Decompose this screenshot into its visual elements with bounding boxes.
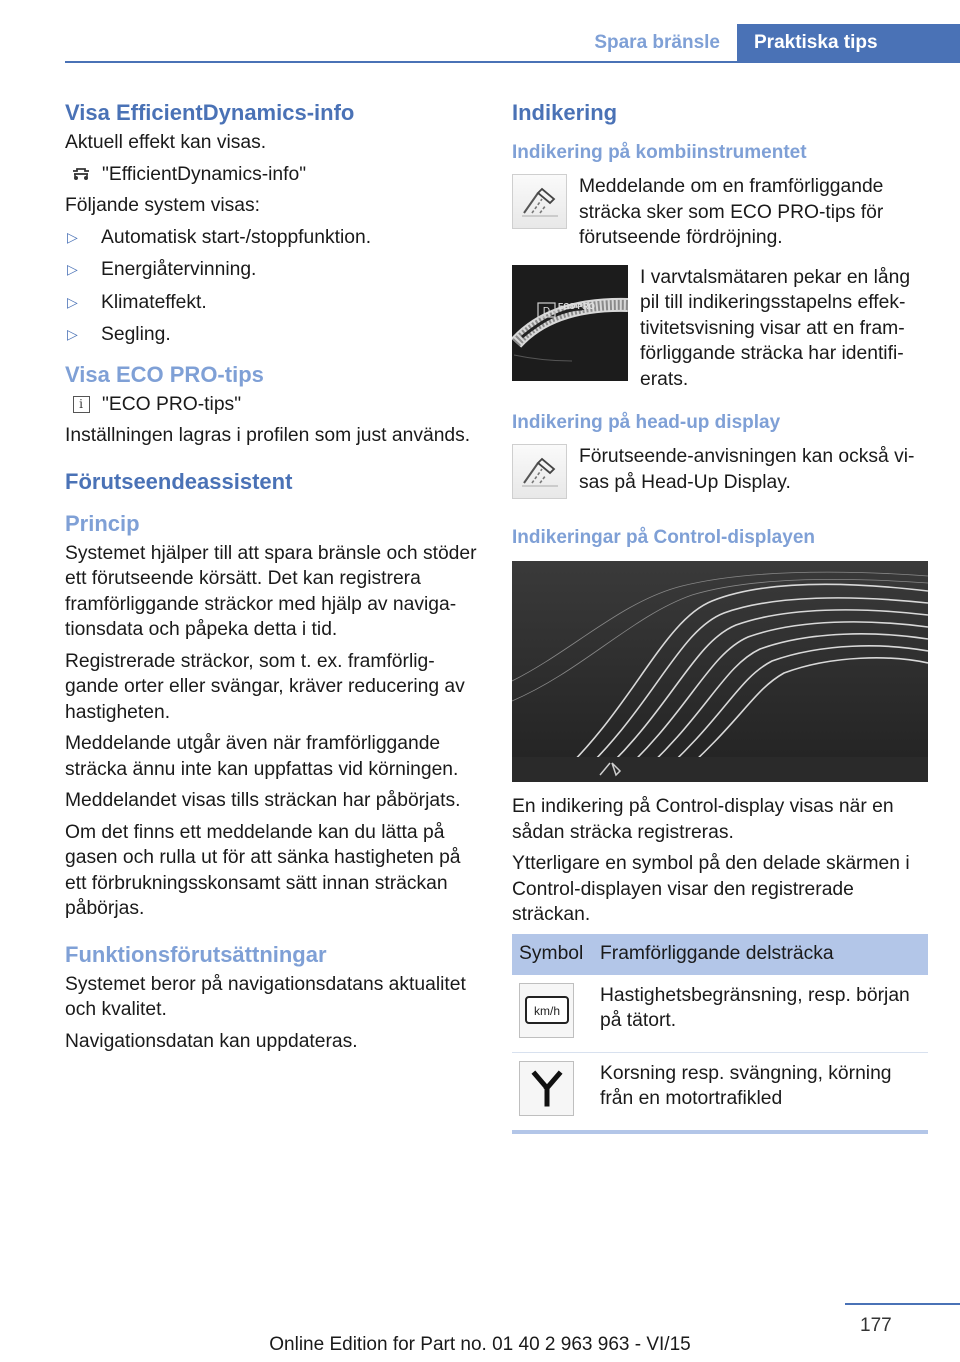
eco-pro-label: ECO PRO (558, 301, 595, 311)
bullet-triangle-icon: ▷ (67, 228, 78, 245)
paragraph-headup: Förutseende-anvisningen kan också visas på Head-Up Display. (579, 446, 915, 493)
paragraph-princip-1: Systemet hjälper till att spara bränsle och stöder ett förutseende körsätt. Det kan registrera framförliggande sträckor med hjälp av navigationsdata och påpeka detta i tid. (65, 542, 477, 640)
table-header-description: Framförliggande delsträcka (593, 934, 928, 975)
paragraph-aktuell: Aktuell effekt kan visas. (65, 132, 267, 153)
header-rule (65, 61, 928, 63)
heading-efficientdynamics: Visa EfficientDynamics-info (65, 100, 355, 125)
heading-headup: Indikering på head-up display (512, 412, 781, 433)
info-icon: i (70, 394, 92, 414)
menu-path-efficientdynamics-label: "EfficientDynamics-info" (102, 163, 307, 185)
paragraph-princip-2: Registrerade sträckor, som t. ex. framförliggande orter eller svängar, kräver reducering av hastigheten. (65, 650, 465, 723)
table-row (512, 975, 928, 1053)
heading-funktion: Funktionsförutsättningar (65, 941, 327, 967)
list-item: ▷ Klimateffekt. (65, 290, 480, 316)
paragraph-princip-4: Meddelandet visas tills sträckan har påbörjats. (65, 790, 461, 811)
paragraph-installningen: Inställningen lagras i profilen som just används. (65, 425, 471, 446)
header-section-tab[interactable]: Spara bränsle (594, 32, 720, 53)
right-column (512, 98, 928, 1134)
paragraph-princip-3: Meddelande utgår även när framförliggande sträcka ännu inte kan uppfattas vid körningen. (65, 733, 459, 780)
bullet-triangle-icon: ▷ (67, 326, 78, 342)
list-item: ▷ Energiåtervinning. (65, 257, 480, 283)
headup-row (512, 444, 928, 499)
paragraph-control-2: Ytterligare en symbol på den delade skärmen i Control-displayen visar den registrerade sträckan. (512, 853, 910, 925)
menu-path-ecopro (65, 392, 480, 418)
page-number: 177 (860, 1315, 892, 1336)
heading-indikering: Indikering (512, 100, 618, 125)
heading-control: Indikeringar på Control-displayen (512, 527, 815, 548)
footer-rule (845, 1303, 960, 1305)
bullet-triangle-icon: ▷ (67, 261, 78, 277)
system-list (65, 225, 480, 348)
control-display-road-image (512, 561, 928, 782)
menu-path-efficientdynamics (65, 162, 480, 188)
table-cell-description: Korsning resp. svängning, körning från en motortrafikled (593, 1052, 928, 1132)
paragraph-funktion-2: Navigationsdatan kan uppdateras. (65, 1030, 358, 1052)
menu-path-ecopro-label: "ECO PRO-tips" (102, 393, 242, 415)
list-item: ▷ Automatisk start-/stoppfunktion. (65, 225, 480, 251)
heading-princip: Princip (65, 510, 140, 536)
speed-limit-kmh-icon (519, 983, 574, 1038)
junction-icon (519, 1061, 574, 1116)
table-row (512, 1052, 928, 1132)
instrument-cluster-image (512, 265, 628, 381)
symbol-table (512, 934, 928, 1134)
kombi-row-1 (512, 174, 928, 251)
table-header-symbol: Symbol (512, 934, 593, 975)
svg-text:km/h: km/h (533, 1004, 560, 1018)
header-chapter-tab[interactable]: Praktiska tips (737, 24, 960, 63)
gear-indicator-label: D (542, 305, 551, 317)
heading-forutseende: Förutseendeassistent (65, 468, 293, 494)
eco-route-warning-icon (512, 174, 567, 229)
eco-route-warning-icon (512, 444, 567, 499)
paragraph-kombi-1: Meddelande om en framförliggande sträcka sker som ECO PRO-tips för förutseende fördröjning. (579, 176, 884, 248)
left-column (65, 98, 480, 1060)
paragraph-funktion-1: Systemet beror på navigationsdatans aktualitet och kvalitet. (65, 973, 466, 1020)
car-icon (70, 164, 92, 184)
footer-edition: Online Edition for Part no. 01 40 2 963 963 - VI/15 (269, 1334, 691, 1355)
paragraph-princip-5: Om det finns ett meddelande kan du lätta på gasen och rulla ut för att sänka hastigheten på ett förbrukningsskonsamt sätt innan sträckan påbörjas. (65, 821, 461, 919)
paragraph-kombi-2: I varvtalsmätaren pekar en lång pil till indikeringsstapelns effektivitetsvisning visar att en framförliggande sträcka har identifierats. (640, 266, 911, 390)
table-cell-description: Hastighetsbegränsning, resp. början på tätort. (593, 975, 928, 1053)
bullet-triangle-icon: ▷ (67, 293, 78, 310)
paragraph-foljande: Följande system visas: (65, 195, 261, 216)
heading-kombi: Indikering på kombiinstrumentet (512, 142, 807, 163)
paragraph-control-1: En indikering på Control-display visas när en sådan sträcka registreras. (512, 796, 894, 843)
heading-ecopro: Visa ECO PRO-tips (65, 361, 264, 387)
kombi-row-2 (512, 265, 928, 393)
list-item: ▷ Segling. (65, 322, 480, 348)
